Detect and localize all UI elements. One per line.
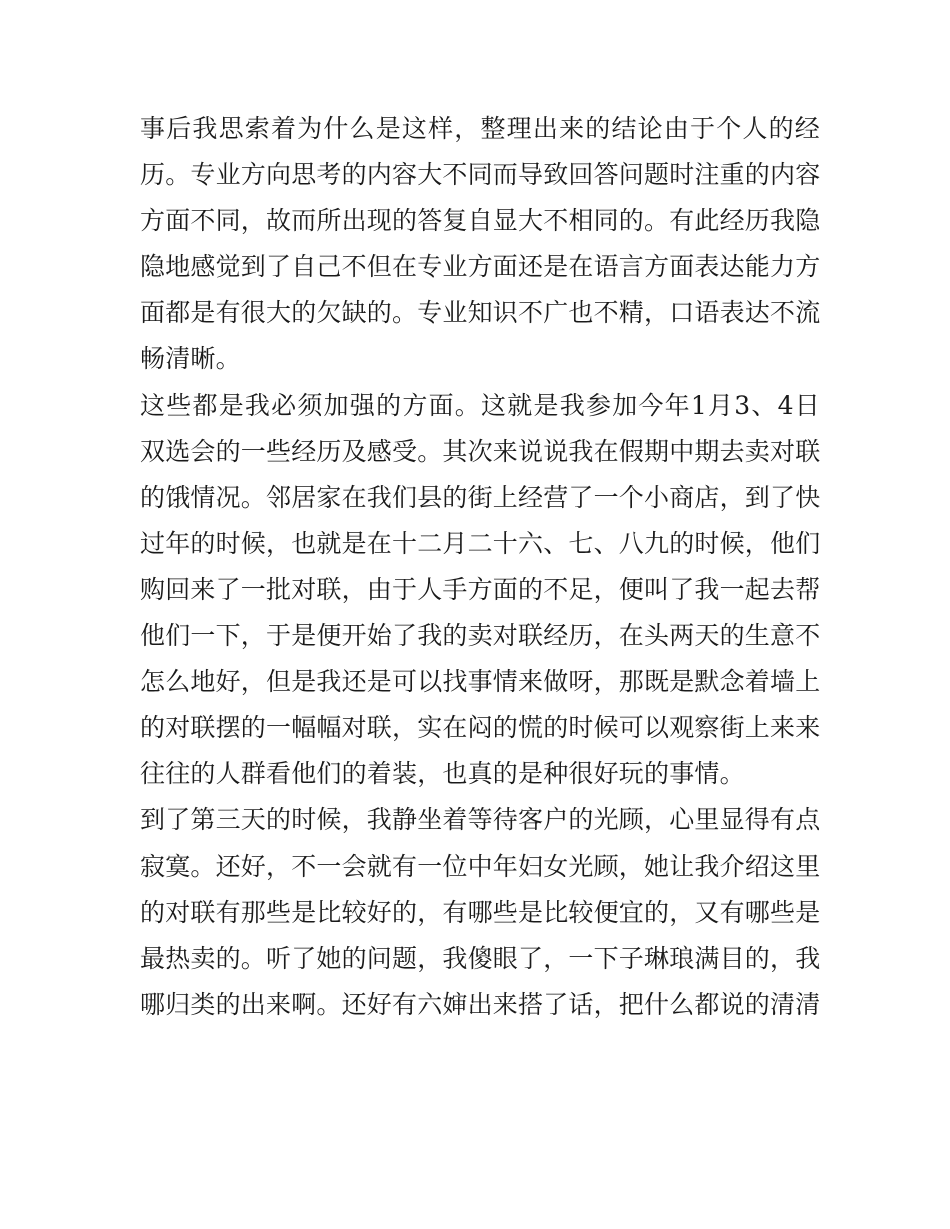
- text-line: 双选会的一些经历及感受。其次来说说我在假期中期去卖对联: [140, 436, 821, 466]
- text-line: 面都是有很大的欠缺的。专业知识不广也不精，口语表达不流: [140, 298, 821, 328]
- text-line: 隐地感觉到了自己不但在专业方面还是在语言方面表达能力方: [140, 252, 821, 282]
- text-line: 事后我思索着为什么是这样，整理出来的结论由于个人的经: [140, 114, 820, 143]
- text-line: 他们一下，于是便开始了我的卖对联经历，在头两天的生意不: [140, 621, 821, 651]
- text-line: 哪归类的出来啊。还好有六婶出来搭了话，把什么都说的清清: [140, 989, 821, 1019]
- body-text: [140, 106, 820, 1028]
- text-line: 这些都是我必须加强的方面。这就是我参加今年1月3、4日: [140, 390, 820, 420]
- text-line: 的对联有那些是比较好的，有哪些是比较便宜的，又有哪些是: [140, 897, 821, 927]
- text-line: 往往的人群看他们的着装，也真的是种很好玩的事情。: [140, 759, 745, 789]
- text-line: 寂寞。还好，不一会就有一位中年妇女光顾，她让我介绍这里: [140, 851, 821, 881]
- text-line: 最热卖的。听了她的问题，我傻眼了，一下子琳琅满目的，我: [140, 943, 821, 973]
- text-line: 怎么地好，但是我还是可以找事情来做呀，那既是默念着墙上: [140, 667, 821, 697]
- text-line: 的饿情况。邻居家在我们县的街上经营了一个小商店，到了快: [140, 482, 821, 512]
- text-line: 购回来了一批对联，由于人手方面的不足，便叫了我一起去帮: [140, 574, 821, 604]
- text-line: 到了第三天的时候，我静坐着等待客户的光顾，心里显得有点: [140, 805, 821, 835]
- text-line: 的对联摆的一幅幅对联，实在闷的慌的时候可以观察街上来来: [140, 713, 821, 743]
- text-line: 过年的时候，也就是在十二月二十六、七、八九的时候，他们: [140, 528, 821, 558]
- text-line: 方面不同，故而所出现的答复自显大不相同的。有此经历我隐: [140, 206, 821, 236]
- text-line: 历。专业方向思考的内容大不同而导致回答问题时注重的内容: [140, 160, 821, 190]
- text-line: 畅清晰。: [140, 344, 241, 374]
